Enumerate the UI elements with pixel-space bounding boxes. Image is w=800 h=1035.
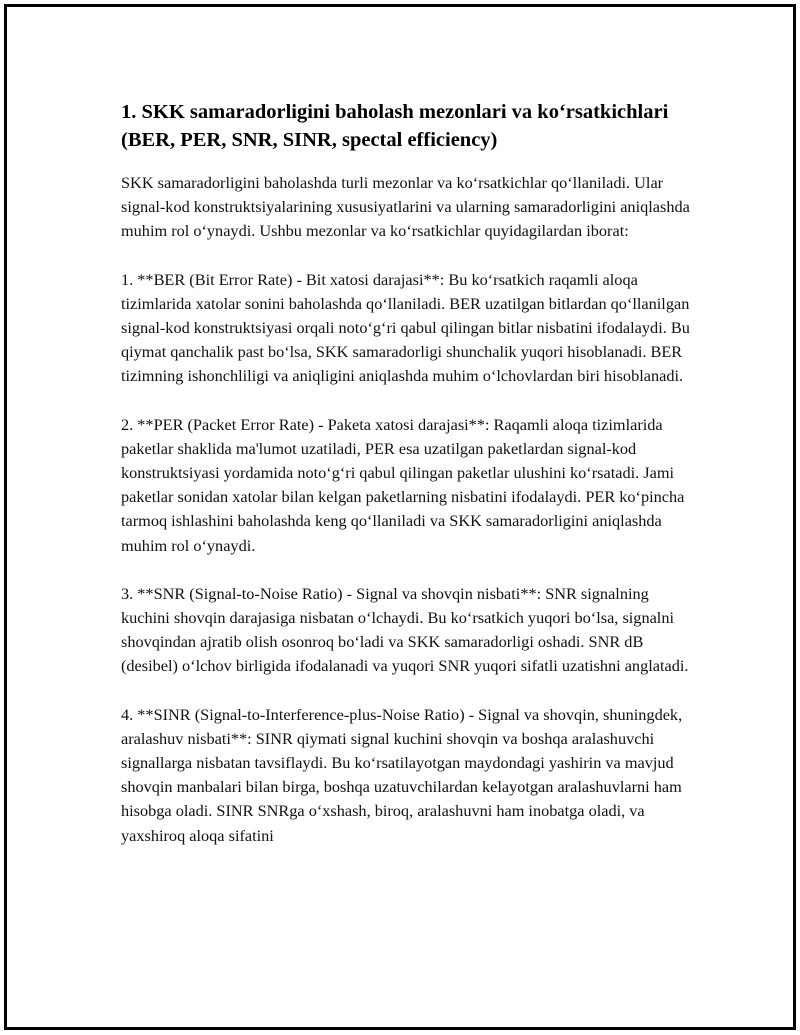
per-paragraph: 2. **PER (Packet Error Rate) - Paketa xatosi darajasi**: Raqamli aloqa tizimlarida paketlar shaklida ma'lumot uzatiladi, PER esa uzatilgan paketlardan signal-kod konstruktsiyasi yordamida noto‘g‘ri qabul qilingan paketlar ulushini ko‘rsatadi. Jami paketlar sonidan xatolar bilan kelgan paketlarning nisbatini ifodalaydi. PER ko‘pincha tarmoq ishlashini baholashda keng qo‘llaniladi va SKK samaradorligini aniqlashda muhim rol o‘ynaydi. [121,414,685,555]
ber-paragraph: 1. **BER (Bit Error Rate) - Bit xatosi darajasi**: Bu ko‘rsatkich raqamli aloqa tizimlarida xatolar sonini baholashda qo‘llaniladi. BER uzatilgan bitlardan qo‘llanilgan signal-kod konstruktsiyasi orqali noto‘g‘ri qabul qilingan bitlar nisbatini ifodalaydi. Bu qiymat qanchalik past bo‘lsa, SKK samaradorligi shunchalik yuqori hisoblanadi. BER tizimning ishonchliligi va aniqligini aniqlashda muhim o‘lchovlardan biri hisoblanadi. [121,269,690,386]
document-body [121,98,701,872]
sinr-paragraph: 4. **SINR (Signal-to-Interference-plus-Noise Ratio) - Signal va shovqin, shuningdek, aralashuv nisbati**: SINR qiymati signal kuchini shovqin va boshqa aralashuvchi signallarga nisbatan tavsiflaydi. Bu ko‘rsatilayotgan maydondagi yashirin va mavjud shovqin manbalari bilan birga, boshqa uzatuvchilardan kelayotgan aralashuvlarni ham hisobga oladi. SINR SNRga o‘xshash, biroq, aralashuvni ham inobatga oladi, va yaxshiroq aloqa sifatini [121,704,683,845]
intro-paragraph: SKK samaradorligini baholashda turli mezonlar va ko‘rsatkichlar qo‘llaniladi. Ular signal-kod konstruktsiyalarining xususiyatlarini va ularning samaradorligini aniqlashda muhim rol o‘ynaydi. Ushbu mezonlar va ko‘rsatkichlar quyidagilardan iborat: [121,173,690,241]
page-frame [4,4,796,1030]
section-title: 1. SKK samaradorligini baholash mezonlari va ko‘rsatkichlari (BER, PER, SNR, SINR, spectal efficiency) [121,101,669,151]
snr-paragraph: 3. **SNR (Signal-to-Noise Ratio) - Signal va shovqin nisbati**: SNR signalning kuchini shovqin darajasiga nisbatan o‘lchaydi. Bu ko‘rsatkich yuqori bo‘lsa, signalni shovqindan ajratib olish osonroq bo‘ladi va SKK samaradorligi oshadi. SNR dB (desibel) o‘lchov birligida ifodalanadi va yuqori SNR yuqori sifatli uzatishni anglatadi. [121,583,689,676]
